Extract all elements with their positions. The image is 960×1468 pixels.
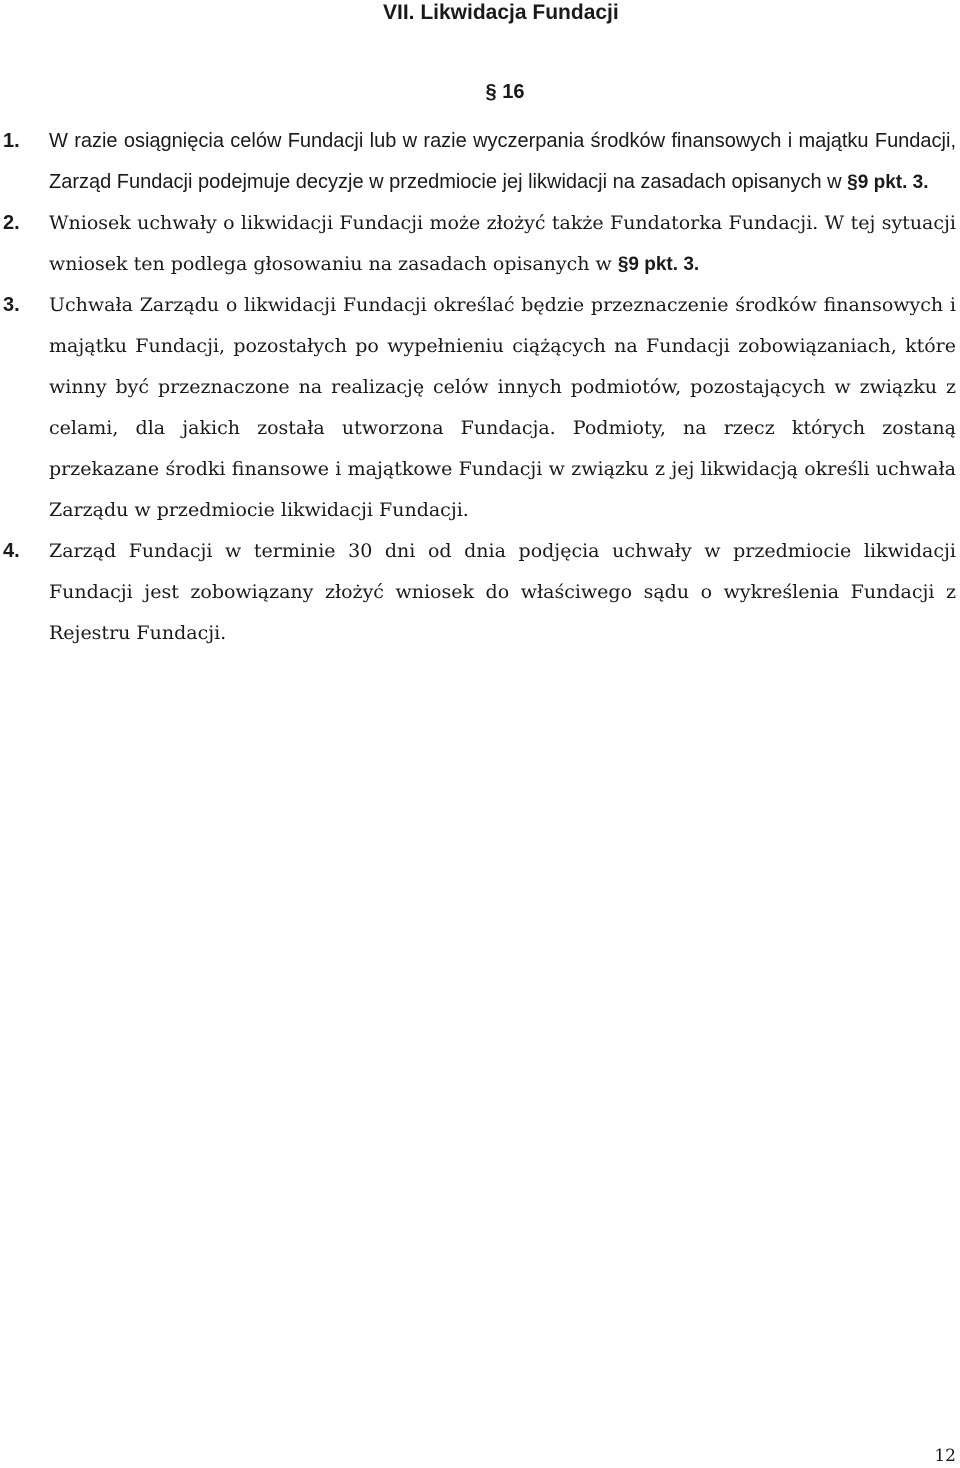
section-reference: §9 pkt. 3. — [847, 172, 929, 193]
paragraph-number: § 16 — [485, 81, 525, 103]
list-item — [0, 285, 960, 531]
page-number: 12 — [934, 1446, 956, 1466]
item-text: Zarząd Fundacji w terminie 30 dni od dnia podjęcia uchwały w przedmiocie likwidacji Fundacji jest zobowiązany złożyć wniosek do właściwego sądu o wykreślenia Fundacji z Rejestru Fundacji. — [49, 540, 956, 644]
list-item — [0, 203, 960, 285]
paragraph-heading — [0, 80, 960, 104]
numbered-list — [0, 121, 960, 654]
section-reference: §9 pkt. 3. — [617, 254, 700, 275]
item-number: 4. — [3, 540, 20, 562]
item-number: 3. — [3, 294, 20, 316]
section-title: VII. Likwidacja Fundacji — [383, 1, 619, 24]
item-text: Uchwała Zarządu o likwidacji Fundacji określać będzie przeznaczenie środków finansowych i majątku Fundacji, pozostałych po wypełnieniu ciążących na Fundacji zobowiązaniach, które winny być przeznaczone na realizację celów innych podmiotów, pozostających w związku z celami, dla jakich została utworzona Fundacja. Podmioty, na rzecz których zostaną przekazane środki finansowe i majątkowe Fundacji w związku z jej likwidacją określi uchwała Zarządu w przedmiocie likwidacji Fundacji. — [49, 294, 956, 521]
list-item — [0, 121, 960, 203]
item-text: Wniosek uchwały o likwidacji Fundacji może złożyć także Fundatorka Fundacji. W tej sytuacji wniosek ten podlega głosowaniu na zasadach opisanych w — [49, 212, 956, 275]
item-number: 1. — [3, 130, 20, 152]
item-number: 2. — [3, 212, 20, 234]
item-text: W razie osiągnięcia celów Fundacji lub w razie wyczerpania środków finansowych i majątku Fundacji, Zarząd Fundacji podejmuje decyzje w przedmiocie jej likwidacji na zasadach opisanych w — [49, 130, 956, 193]
list-item — [0, 531, 960, 654]
